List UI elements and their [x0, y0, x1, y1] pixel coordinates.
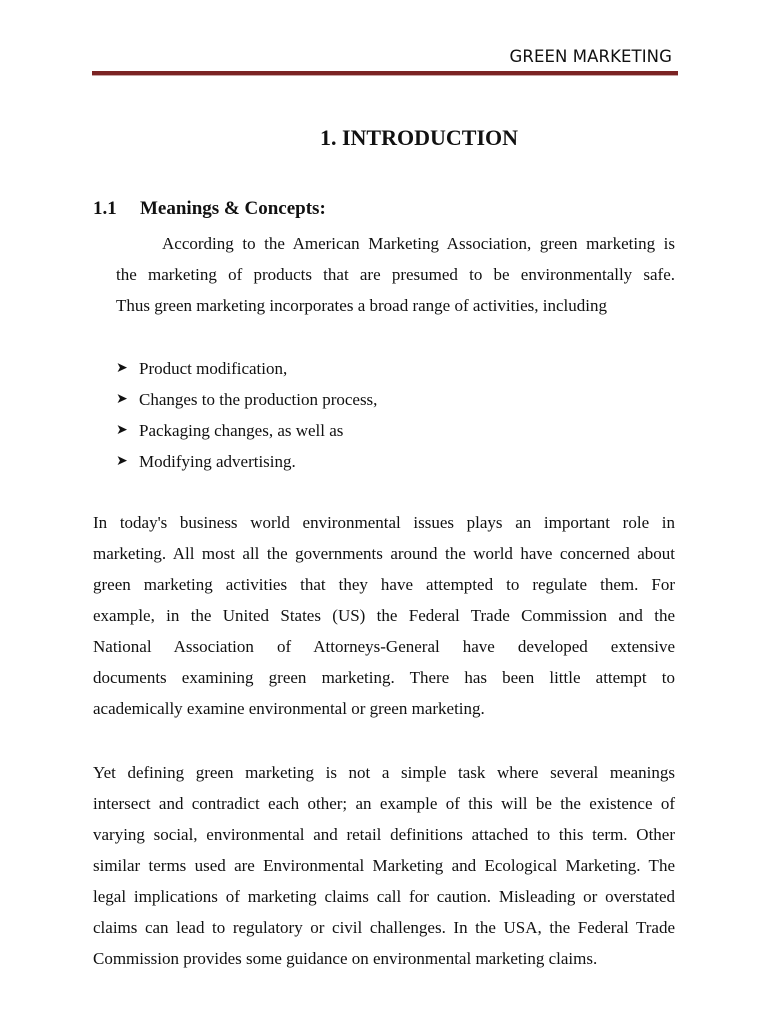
list-item	[116, 384, 377, 415]
paragraph-line: legal implications of marketing claims call for caution. Misleading or overstated	[93, 887, 675, 906]
list-item	[116, 446, 377, 477]
list-item-text: Modifying advertising.	[139, 452, 296, 471]
list-item	[116, 353, 377, 384]
paragraph-line: green marketing activities that they have attempted to regulate them. For	[93, 575, 675, 594]
intro-line: the marketing of products that are presumed to be environmentally safe.	[116, 265, 675, 284]
intro-line: According to the American Marketing Association, green marketing is	[162, 234, 675, 253]
list-item-text: Changes to the production process,	[139, 390, 378, 409]
arrowhead-bullet-icon: ➤	[116, 361, 128, 376]
list-item	[116, 415, 377, 446]
paragraph-line: intersect and contradict each other; an example of this will be the existence of	[93, 794, 675, 813]
intro-line: Thus green marketing incorporates a broad range of activities, including	[116, 296, 607, 315]
section-title: Meanings & Concepts:	[140, 198, 326, 219]
paragraph-defining-green-marketing	[93, 757, 675, 974]
paragraph-line: similar terms used are Environmental Marketing and Ecological Marketing. The	[93, 856, 675, 875]
paragraph-line: varying social, environmental and retail definitions attached to this term. Other	[93, 825, 675, 844]
arrowhead-bullet-icon: ➤	[116, 423, 128, 438]
running-header-title: GREEN MARKETING	[509, 47, 672, 66]
chapter-title: 1. INTRODUCTION	[319, 125, 519, 150]
section-heading	[93, 198, 326, 220]
paragraph-line: documents examining green marketing. There has been little attempt to	[93, 668, 675, 687]
paragraph-line: Commission provides some guidance on environmental marketing claims.	[93, 949, 598, 968]
header-rule	[92, 71, 678, 75]
paragraph-line: example, in the United States (US) the Federal Trade Commission and the	[93, 606, 675, 625]
paragraph-line: National Association of Attorneys-General have developed extensive	[93, 637, 675, 656]
paragraph-environmental-issues	[93, 507, 675, 724]
intro-paragraph	[116, 228, 675, 321]
paragraph-line: Yet defining green marketing is not a simple task where several meanings	[93, 763, 675, 782]
paragraph-line: academically examine environmental or green marketing.	[93, 699, 485, 718]
arrowhead-bullet-icon: ➤	[116, 454, 128, 469]
section-number: 1.1	[93, 198, 117, 219]
paragraph-line: In today's business world environmental issues plays an important role in	[93, 513, 675, 532]
list-item-text: Product modification,	[139, 359, 288, 378]
paragraph-line: claims can lead to regulatory or civil challenges. In the USA, the Federal Trade	[93, 918, 675, 937]
paragraph-line: marketing. All most all the governments around the world have concerned about	[93, 544, 675, 563]
activity-bullet-list	[116, 353, 377, 477]
list-item-text: Packaging changes, as well as	[139, 421, 344, 440]
arrowhead-bullet-icon: ➤	[116, 392, 128, 407]
